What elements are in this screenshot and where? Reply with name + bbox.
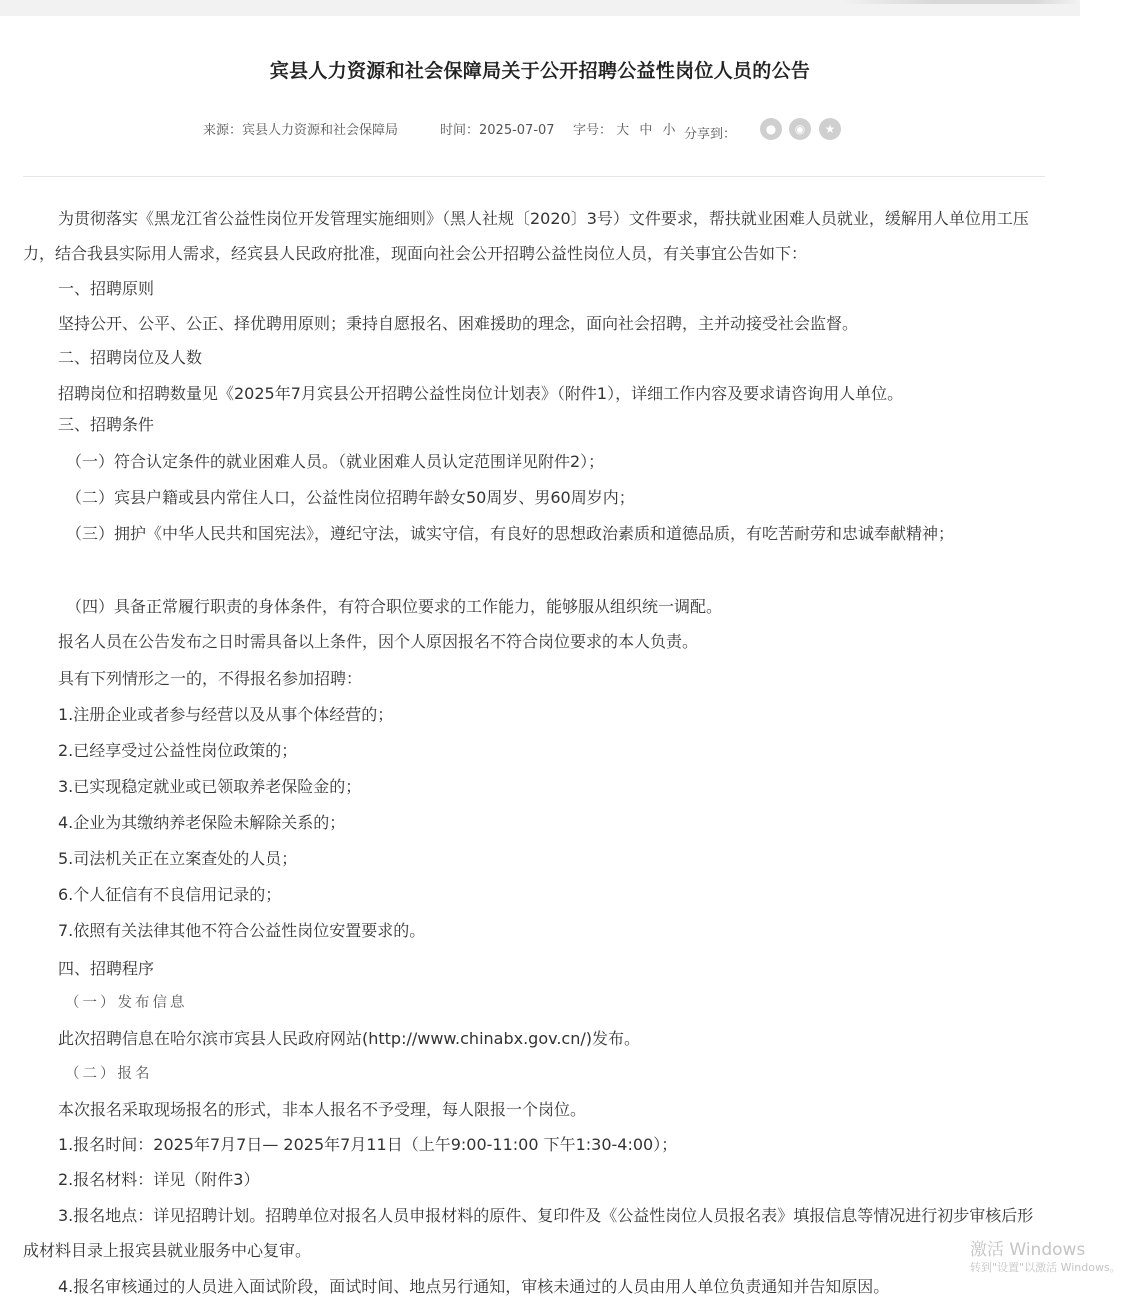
condition-note: 报名人员在公告发布之日时需具备以上条件，因个人原因报名不符合岗位要求的本人负责。	[58, 632, 699, 651]
weibo-icon[interactable]: ◉	[789, 118, 811, 140]
font-size-label: 字号：	[573, 123, 613, 138]
favorite-icon[interactable]: ★	[819, 118, 841, 140]
condition-item: （一）符合认定条件的就业困难人员。（就业困难人员认定范围详见附件2）；	[66, 452, 605, 471]
exclusion-item: 6.个人征信有不良信用记录的；	[58, 885, 282, 904]
registration-item: 4.报名审核通过的人员进入面试阶段，面试时间、地点另行通知，审核未通过的人员由用人单位负责通知并告知原因。	[58, 1277, 890, 1296]
time-label: 时间：2025-07-07	[440, 123, 555, 138]
condition-item: （二）宾县户籍或县内常住人口，公益性岗位招聘年龄女50周岁、男60周岁内；	[66, 488, 635, 507]
exclusion-item: 4.企业为其缴纳养老保险未解除关系的；	[58, 813, 346, 832]
activation-watermark: 激活 Windows	[970, 1240, 1086, 1260]
font-large-button[interactable]: 大	[616, 123, 630, 138]
article-title: 宾县人力资源和社会保障局关于公开招聘公益性岗位人员的公告	[269, 60, 811, 82]
registration-item: 2.报名材料：详见（附件3）	[58, 1170, 260, 1189]
section-heading-positions: 二、招聘岗位及人数	[58, 348, 203, 367]
wechat-icon[interactable]: ●	[760, 118, 782, 140]
principles-paragraph: 坚持公开、公平、公正、择优聘用原则；秉持自愿报名、困难援助的理念，面向社会招聘，主并动接受社会监督。	[58, 314, 859, 333]
condition-item: （三）拥护《中华人民共和国宪法》，遵纪守法，诚实守信，有良好的思想政治素质和道德品质，有吃苦耐劳和忠诚奉献精神；	[66, 524, 955, 543]
publish-info-paragraph: 此次招聘信息在哈尔滨市宾县人民政府网站(http://www.chinabx.gov.cn/)发布。	[58, 1029, 641, 1048]
registration-item: 3.报名地点：详见招聘计划。招聘单位对报名人员申报材料的原件、复印件及《公益性岗位人员报名表》填报信息等情况进行初步审核后形成材料目录上报宾县就业服务中心复审。	[23, 1206, 1034, 1260]
subheading-publish-info: （一）发布信息	[65, 995, 188, 1011]
exclusion-item: 2.已经享受过公益性岗位政策的；	[58, 741, 298, 760]
condition-item: （四）具备正常履行职责的身体条件，有符合职位要求的工作能力，能够服从组织统一调配。	[66, 597, 723, 616]
exclusion-item: 7.依照有关法律其他不符合公益性岗位安置要求的。	[58, 921, 426, 940]
font-small-button[interactable]: 小	[662, 123, 676, 138]
exclusion-item: 3.已实现稳定就业或已领取养老保险金的；	[58, 777, 362, 796]
exclusion-intro: 具有下列情形之一的，不得报名参加招聘：	[58, 669, 363, 688]
section-heading-procedure: 四、招聘程序	[58, 959, 155, 978]
share-label: 分享到：	[684, 127, 737, 142]
font-medium-button[interactable]: 中	[639, 123, 653, 138]
subheading-registration: （二）报名	[65, 1066, 153, 1082]
exclusion-item: 5.司法机关正在立案查处的人员；	[58, 849, 298, 868]
registration-item: 1.报名时间：2025年7月7日— 2025年7月11日（上午9:00-11:00 下午1:30-4:00）；	[58, 1135, 678, 1154]
intro-paragraph: 为贯彻落实《黑龙江省公益性岗位开发管理实施细则》（黑人社规〔2020〕3号）文件要求，帮扶就业困难人员就业，缓解用人单位用工压力，结合我县实际用人需求，经宾县人民政府批准，现面向社会公开招聘公益性岗位人员，有关事宜公告如下：	[23, 209, 1029, 263]
section-heading-conditions: 三、招聘条件	[58, 415, 155, 434]
section-heading-principles: 一、招聘原则	[58, 279, 155, 298]
activation-watermark-hint: 转到"设置"以激活 Windows。	[970, 1261, 1121, 1274]
positions-paragraph: 招聘岗位和招聘数量见《2025年7月宾县公开招聘公益性岗位计划表》（附件1），详细工作内容及要求请咨询用人单位。	[58, 384, 904, 403]
registration-paragraph: 本次报名采取现场报名的形式，非本人报名不予受理，每人限报一个岗位。	[58, 1100, 587, 1119]
exclusion-item: 1.注册企业或者参与经营以及从事个体经营的；	[58, 705, 394, 724]
source-label: 来源：宾县人力资源和社会保障局	[203, 123, 399, 138]
